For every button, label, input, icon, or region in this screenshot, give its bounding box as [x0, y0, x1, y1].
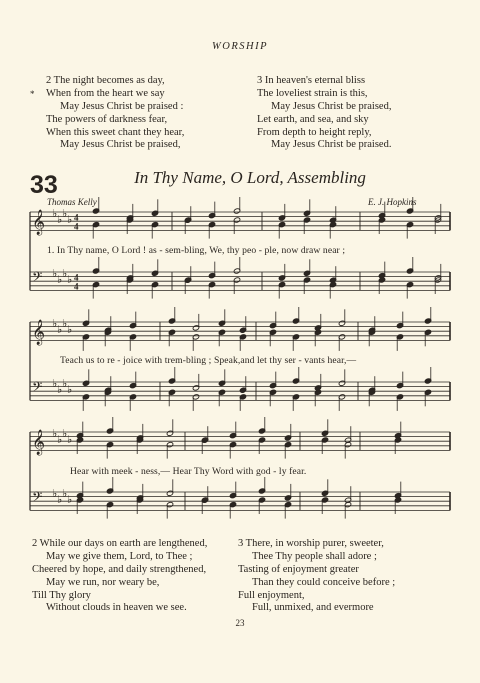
flat-sign: ♭: [57, 433, 63, 446]
verse-line: May Jesus Christ be praised,: [271, 100, 392, 112]
verse-line: 2 While our days on earth are lengthened,: [32, 538, 208, 549]
flat-sign: ♭: [62, 427, 68, 440]
flat-sign: ♭: [62, 267, 68, 280]
verse-line: Without clouds in heaven we see.: [46, 602, 187, 614]
verse-line: Till Thy glory: [32, 589, 91, 601]
music-credit: E. J. Hopkins: [368, 197, 417, 207]
lyric-line-3: Hear with meek - ness,— Hear Thy Word with god - ly fear.: [70, 466, 307, 477]
verse-line: May we run, nor weary be,: [46, 576, 160, 588]
hymn-number: 33: [30, 171, 58, 199]
flat-sign: ♭: [52, 267, 58, 280]
verse-line: May Jesus Christ be praised,: [60, 139, 181, 151]
flat-sign: ♭: [52, 487, 58, 500]
verse-line: May Jesus Christ be praised :: [60, 100, 184, 112]
bass-clef: 𝄢: [32, 489, 43, 508]
bass-clef: 𝄢: [32, 379, 43, 398]
verse-line: 2 The night becomes as day,: [46, 75, 165, 86]
verse-line: 3 In heaven's eternal bliss: [257, 75, 366, 86]
verse-line: The loveliest strain is this,: [257, 87, 368, 99]
verse-line: May Jesus Christ be praised.: [271, 139, 392, 151]
verse-line: May we give them, Lord, to Thee ;: [46, 550, 193, 562]
treble-clef: 𝄞: [32, 430, 46, 455]
flat-sign: ♭: [52, 207, 58, 220]
flat-sign: ♭: [67, 213, 73, 226]
flat-sign: ♭: [67, 383, 73, 396]
flat-sign: ♭: [62, 377, 68, 390]
flat-sign: ♭: [67, 323, 73, 336]
lyric-line-1: 1. In Thy name, O Lord ! as - sem-bling, We, thy peo - ple, now draw near ;: [47, 245, 346, 256]
verse-line: When from the heart we say: [46, 87, 165, 99]
page-number: 23: [235, 618, 245, 628]
verse-line: Full, unmixed, and evermore: [252, 602, 374, 614]
flat-sign: ♭: [67, 273, 73, 286]
treble-clef: 𝄞: [32, 320, 46, 345]
verse-line: From depth to height reply,: [257, 126, 372, 138]
flat-sign: ♭: [57, 213, 63, 226]
flat-sign: ♭: [52, 377, 58, 390]
time-signature-bottom: 4: [74, 281, 79, 292]
treble-clef: 𝄞: [32, 210, 46, 235]
bottom-verse-2: [32, 538, 207, 615]
verse-line: Full enjoyment,: [238, 589, 305, 601]
verse-line: Cheered by hope, and daily strengthened,: [32, 563, 207, 575]
verse-line: When this sweet chant they hear,: [46, 126, 185, 138]
verse-line: Thee Thy people shall adore ;: [252, 550, 377, 562]
flat-sign: ♭: [52, 317, 58, 330]
lyric-line-2: Teach us to re - joice with trem-bling ; Speak,and let thy ser - vants hear,—: [60, 355, 357, 366]
verse-line: Than they could conceive before ;: [252, 576, 396, 588]
flat-sign: ♭: [67, 493, 73, 506]
bottom-verse-3: [238, 538, 395, 615]
hymn-title: In Thy Name, O Lord, Assembling: [134, 168, 366, 187]
verse-line: The powers of darkness fear,: [46, 113, 168, 125]
flat-sign: ♭: [62, 317, 68, 330]
time-signature-top: 4: [74, 212, 79, 223]
flat-sign: ♭: [57, 273, 63, 286]
flat-sign: ♭: [62, 487, 68, 500]
flat-sign: ♭: [67, 433, 73, 446]
time-signature-top: 4: [74, 272, 79, 283]
running-head: WORSHIP: [212, 41, 268, 52]
verse-line: 3 There, in worship purer, sweeter,: [238, 538, 384, 549]
flat-sign: ♭: [57, 323, 63, 336]
flat-sign: ♭: [57, 493, 63, 506]
verse-line: Tasting of enjoyment greater: [238, 563, 359, 575]
time-signature-bottom: 4: [74, 221, 79, 232]
flat-sign: ♭: [62, 207, 68, 220]
flat-sign: ♭: [57, 383, 63, 396]
verse-line: Let earth, and sea, and sky: [257, 113, 369, 125]
words-credit: Thomas Kelly: [47, 197, 97, 207]
verse-marker: *: [30, 89, 35, 99]
flat-sign: ♭: [52, 427, 58, 440]
bass-clef: 𝄢: [32, 269, 43, 288]
